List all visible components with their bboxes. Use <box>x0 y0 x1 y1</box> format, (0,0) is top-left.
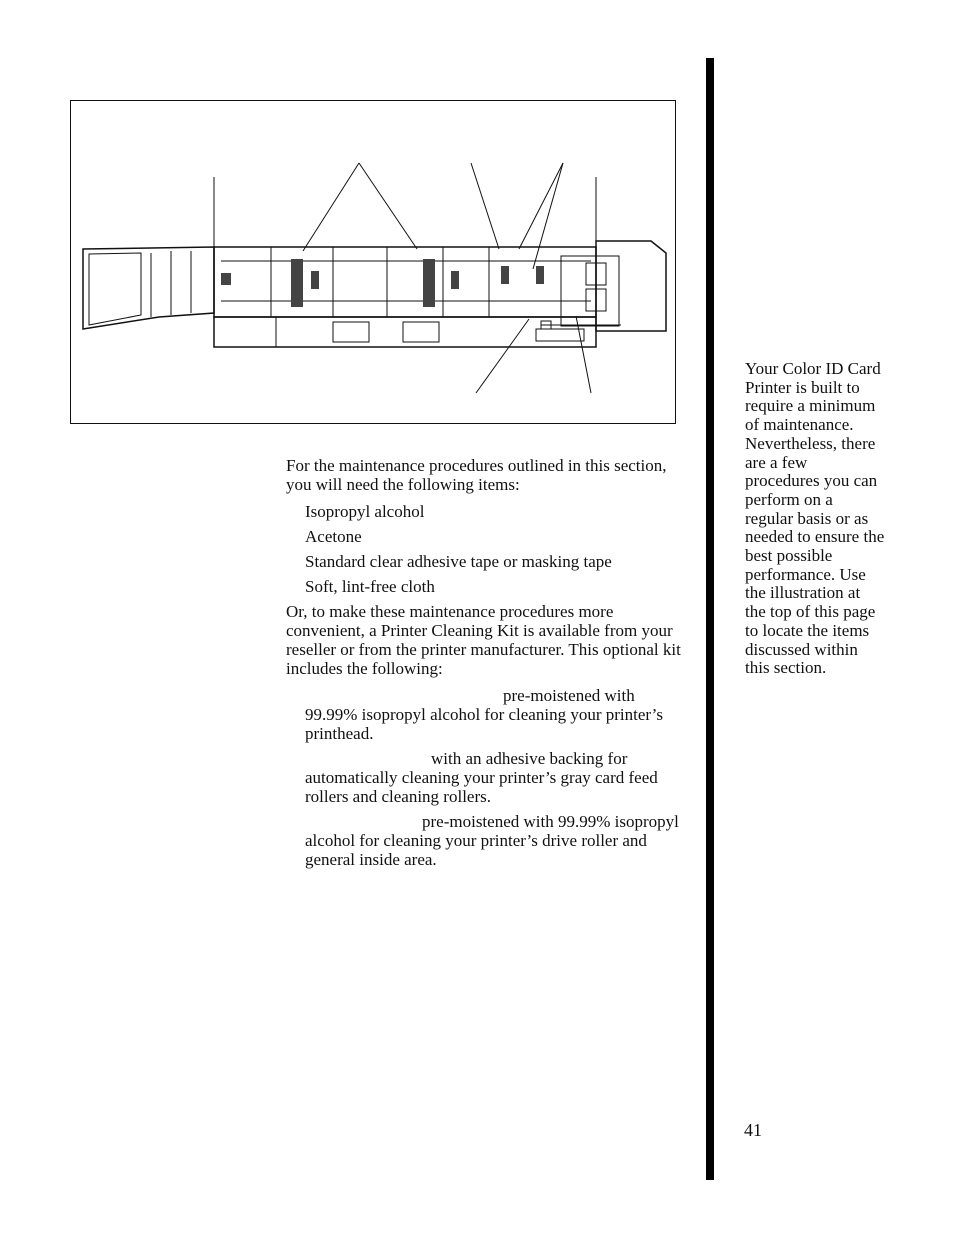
kit-item <box>305 812 681 869</box>
list-item: Isopropyl alcohol <box>305 502 425 521</box>
kit-item-text: with an adhesive backing for automatically cleaning your printer’s gray card feed rollers and cleaning rollers. <box>305 749 658 806</box>
printer-figure <box>70 100 676 424</box>
kit-item-text: pre-moistened with 99.99% isopropyl alcohol for cleaning your printer’s printhead. <box>305 686 664 743</box>
list-item: Acetone <box>305 527 362 546</box>
main-text <box>286 456 681 875</box>
kit-intro-paragraph: Or, to make these maintenance procedures more convenient, a Printer Cleaning Kit is available from your reseller or from the printer manufacturer. This optional kit includes the following: <box>286 602 681 678</box>
kit-item-text: pre-moistened with 99.99% isopropyl alcohol for cleaning your printer’s drive roller and general inside area. <box>305 812 679 869</box>
page-number: 41 <box>744 1120 762 1140</box>
intro-paragraph: For the maintenance procedures outlined in this section, you will need the following items: <box>286 456 667 494</box>
sidebar-note: Your Color ID Card Printer is built to require a minimum of maintenance. Nevertheless, there are a few procedures you can perform on a regular basis or as needed to ensure the best possible performance. Use the illustration at the top of this page to locate the items discussed within this section. <box>745 359 885 678</box>
list-item: Standard clear adhesive tape or masking tape <box>305 552 612 571</box>
margin-rule <box>706 58 714 1180</box>
printer-cutaway-diagram <box>71 101 677 425</box>
kit-item <box>305 749 681 806</box>
kit-item <box>305 686 681 743</box>
list-item: Soft, lint-free cloth <box>305 577 435 596</box>
